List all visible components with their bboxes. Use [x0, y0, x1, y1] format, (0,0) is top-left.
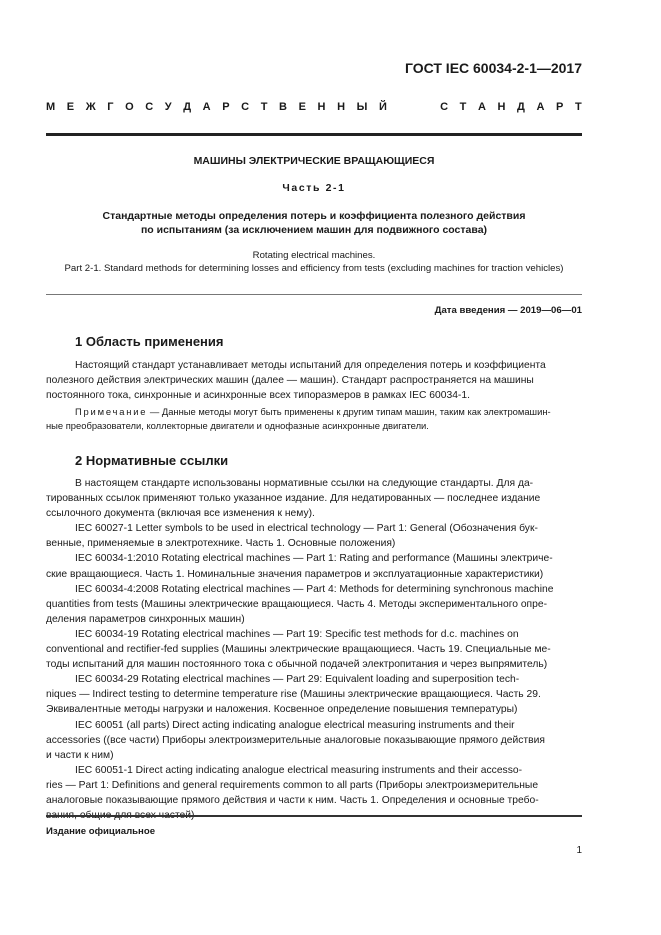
- banner-letter: Т: [574, 101, 582, 113]
- subtitle-line-2: по испытаниям (за исключением машин для подвижного состава): [140, 224, 488, 236]
- note-label: Примечание: [75, 406, 148, 417]
- standard-subtitle: [46, 209, 582, 237]
- text-line: accessories ((все части) Приборы электроизмерительные аналоговые показывающие прямого действия: [46, 734, 545, 746]
- english-title-line-2: Part 2-1. Standard methods for determining losses and efficiency from tests (excluding machines for traction vehicles): [64, 263, 564, 274]
- banner-letter: М: [46, 101, 56, 113]
- text-line: ries — Part 1: Definitions and general requirements common to all parts (Приборы электроизмерительные: [46, 779, 539, 791]
- official-edition-label: Издание официальное: [46, 826, 156, 837]
- document-code: ГОСТ IEC 60034-2-1—2017: [404, 60, 582, 76]
- note-line-2: ные преобразователи, коллекторные двигатели и однофазные асинхронные двигатели.: [46, 420, 429, 432]
- banner-letter: В: [279, 101, 287, 113]
- text-line: полезного действия электрических машин (далее — машин). Стандарт распространяется на машины: [46, 375, 534, 387]
- text-line: IEC 60034-4:2008 Rotating electrical machines — Part 4: Methods for determining synchronous machine: [75, 583, 554, 595]
- text-line: conventional and rectifier-fed supplies (Машины электрические вращающиеся. Часть 19. Специальные ме-: [46, 644, 551, 656]
- section-1-note: [46, 405, 582, 433]
- banner-letter: А: [477, 101, 486, 113]
- text-line: IEC 60034-29 Rotating electrical machines — Part 29: Equivalent loading and superposition tech-: [75, 674, 520, 686]
- banner-letter: Д: [183, 101, 192, 113]
- text-line: аналоговые показывающие прямого действия и части к ним. Часть 1. Определения и основные требо-: [46, 794, 539, 806]
- subtitle-line-1: Стандартные методы определения потерь и коэффициента полезного действия: [102, 210, 526, 222]
- text-line: тоды испытаний для машин постоянного тока с обычной подачей электропитания и через выпрямитель): [46, 659, 548, 671]
- text-line: деления параметров синхронных машин): [46, 613, 245, 625]
- banner-letter: А: [202, 101, 211, 113]
- standard-title: МАШИНЫ ЭЛЕКТРИЧЕСКИЕ ВРАЩАЮЩИЕСЯ: [193, 155, 435, 167]
- section-1-body: [46, 358, 582, 403]
- introduction-date: Дата введения — 2019—06—01: [434, 305, 582, 316]
- english-title: [46, 249, 582, 275]
- english-title-line-1: Rotating electrical machines.: [252, 250, 376, 261]
- text-line: ссылочного документа (включая все изменения к нему).: [46, 508, 315, 520]
- text-line: IEC 60051-1 Direct acting indicating analogue electrical measuring instruments and their accesso-: [75, 764, 523, 776]
- note-text-1: — Данные методы могут быть применены к другим типам машин, таким как электромашин-: [147, 406, 551, 417]
- banner-letter: С: [145, 101, 154, 113]
- banner-letter: С: [440, 101, 449, 113]
- banner-letter: Р: [222, 101, 230, 113]
- text-line: и части к ним): [46, 749, 114, 761]
- banner-letter: Т: [459, 101, 467, 113]
- footer-rule: [46, 815, 582, 817]
- text-line: В настоящем стандарте использованы нормативные ссылки на следующие стандарты. Для да-: [75, 478, 534, 489]
- banner-letter: Ж: [85, 101, 96, 113]
- interstate-standard-banner: [46, 101, 582, 113]
- banner-letter: С: [241, 101, 250, 113]
- section-1-heading: 1 Область применения: [75, 334, 224, 349]
- text-line: венные, применяемые в электротехнике. Часть 1. Основные положения): [46, 538, 396, 550]
- banner-letter: Н: [317, 101, 326, 113]
- header-rule: [46, 133, 582, 136]
- text-line: IEC 60034-19 Rotating electrical machines — Part 19: Specific test methods for d.c. machines on: [75, 628, 519, 640]
- page-number: 1: [576, 845, 582, 856]
- text-line: niques — Indirect testing to determine temperature rise (Машины электрические вращающиеся. Часть 29.: [46, 689, 541, 701]
- text-line: IEC 60027-1 Letter symbols to be used in electrical technology — Part 1: General (Обозначения бук-: [75, 523, 538, 535]
- banner-letter: Г: [107, 101, 114, 113]
- banner-gap: [398, 101, 428, 113]
- text-line: постоянного тока, синхронные и асинхронные всех типоразмеров в рамках IEC 60034-1.: [46, 390, 470, 402]
- banner-letter: Й: [378, 101, 387, 113]
- text-line: тированных ссылок применяют только указанное издание. Для недатированных — последнее издание: [46, 493, 541, 505]
- banner-letter: Д: [517, 101, 525, 113]
- banner-letter: У: [164, 101, 172, 113]
- banner-letter: Н: [337, 101, 346, 113]
- text-line: IEC 60051 (all parts) Direct acting indicating analogue electrical measuring instruments and their: [75, 719, 515, 731]
- note-line-1: [46, 405, 582, 419]
- text-line: Эквивалентные методы нагрузки и наложения. Косвенное определение повышения температуры): [46, 704, 518, 716]
- text-line: Настоящий стандарт устанавливает методы испытаний для определения потерь и коэффициента: [75, 360, 546, 371]
- section-2-body: [46, 476, 582, 823]
- standard-part: Часть 2-1: [282, 182, 346, 194]
- text-line: ские вращающиеся. Часть 1. Номинальные значения параметров и эксплуатационные характеристики): [46, 568, 544, 580]
- banner-letter: О: [125, 101, 134, 113]
- banner-letter: Р: [556, 101, 564, 113]
- text-line: IEC 60034-1:2010 Rotating electrical machines — Part 1: Rating and performance (Машины электриче-: [75, 553, 553, 565]
- title-rule: [46, 294, 582, 295]
- banner-letter: Ы: [356, 101, 368, 113]
- banner-letter: Т: [260, 101, 268, 113]
- section-2-heading: 2 Нормативные ссылки: [75, 453, 229, 468]
- banner-letter: Е: [66, 101, 75, 113]
- banner-letter: А: [536, 101, 545, 113]
- banner-letter: Н: [497, 101, 506, 113]
- text-line: quantities from tests (Машины электрические вращающиеся. Часть 4. Методы экспериментального опре-: [46, 598, 547, 610]
- banner-letter: Е: [298, 101, 306, 113]
